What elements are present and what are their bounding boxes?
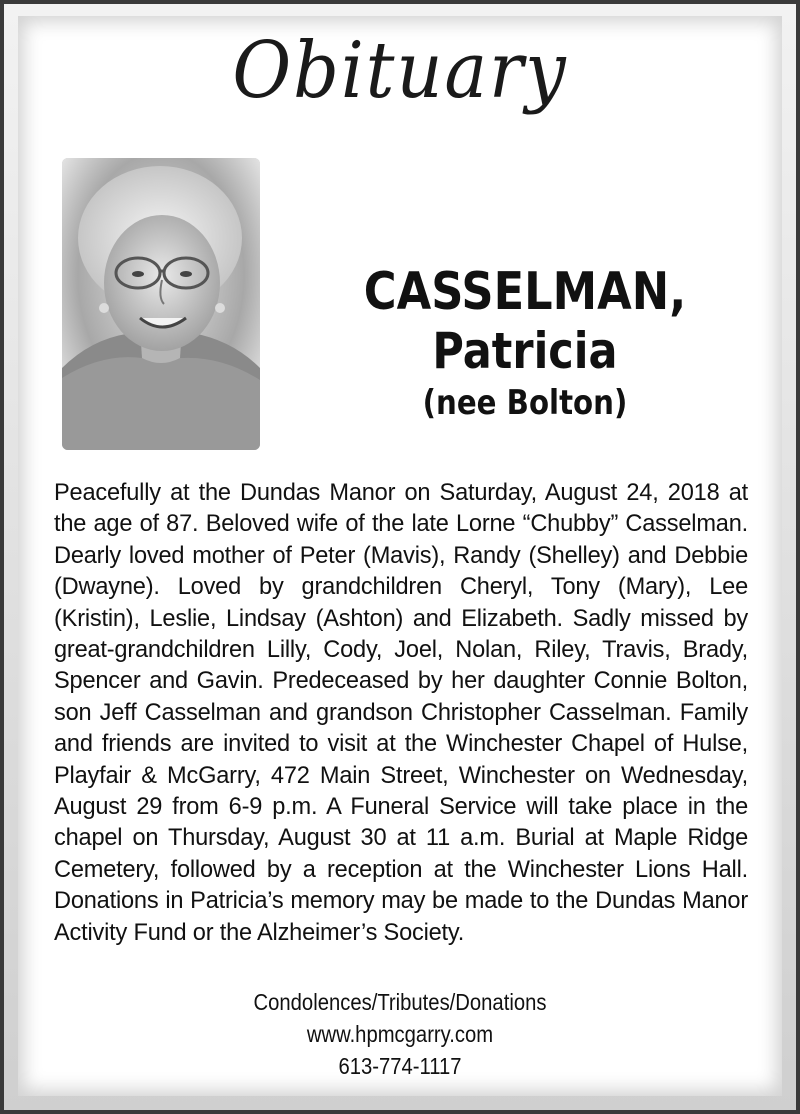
contact-website: www.hpmcgarry.com — [306, 1021, 494, 1047]
deceased-name-block — [290, 262, 760, 426]
obituary-heading: Obituary — [232, 26, 568, 116]
deceased-given-name: Patricia — [432, 322, 618, 380]
deceased-surname: CASSELMAN, — [363, 262, 687, 322]
contact-phone: 613-774-1117 — [338, 1053, 462, 1079]
obituary-body: Peacefully at the Dundas Manor on Saturday, August 24, 2018 at the age of 87. Beloved wife of the late Lorne “Chubby” Casselman. Dearly loved mother of Peter (Mavis), Randy (Shelley) and Debbie (Dwayne). Loved by grandchildren Cheryl, Tony (Mary), Lee (Kristin), Leslie, Lindsay (Ashton) and Elizabeth. Sadly missed by great-grandchildren Lilly, Cody, Joel, Nolan, Riley, Travis, Brady, Spencer and Gavin. Predeceased by her daughter Connie Bolton, son Jeff Casselman and grandson Christopher Casselman. Family and friends are invited to visit at the Winchester Chapel of Hulse, Playfair & McGarry, 472 Main Street, Winchester on Wednesday, August 29 from 6-9 p.m. A Funeral Service will take place in the chapel on Thursday, August 30 at 11 a.m. Burial at Maple Ridge Cemetery, followed by a reception at the Winchester Lions Hall. Donations in Patricia’s memory may be made to the Dundas Manor Activity Fund or the Alzheimer’s Society. — [54, 480, 748, 946]
portrait-photo — [62, 158, 260, 450]
deceased-maiden-name: (nee Bolton) — [422, 383, 628, 423]
portrait-illustration — [62, 158, 260, 450]
funeral-home-contact — [0, 986, 800, 1082]
contact-heading: Condolences/Tributes/Donations — [253, 989, 547, 1015]
